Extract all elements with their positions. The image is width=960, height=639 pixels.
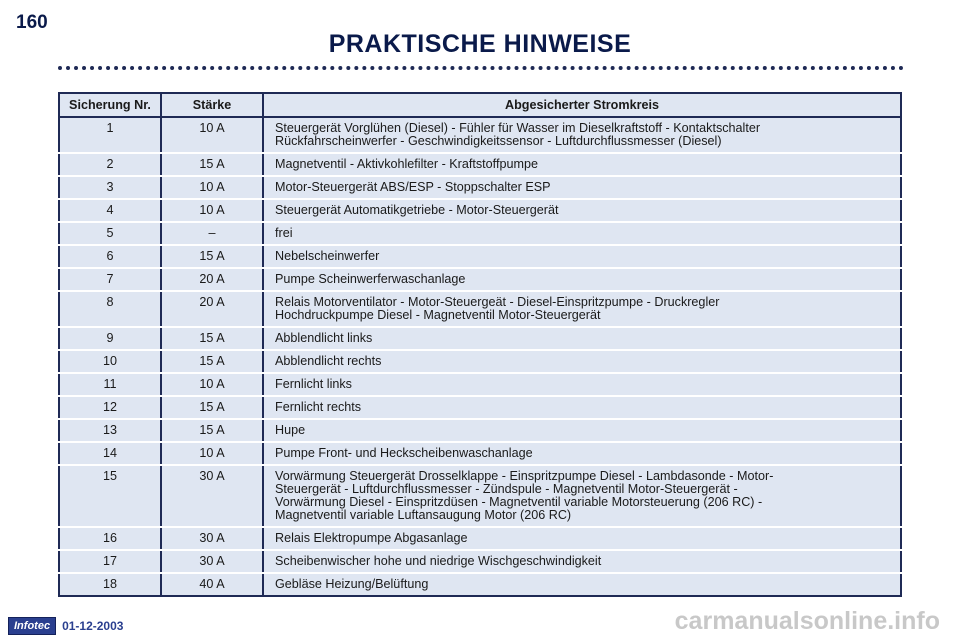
fuse-number-cell: 16 xyxy=(59,527,161,550)
table-row xyxy=(59,117,901,153)
rating-cell: 20 A xyxy=(161,268,263,291)
fuse-number-cell: 13 xyxy=(59,419,161,442)
table-row xyxy=(59,373,901,396)
table-row xyxy=(59,153,901,176)
circuit-cell: Pumpe Front- und Heckscheibenwaschanlage xyxy=(263,442,901,465)
table-header-row xyxy=(59,93,901,117)
fuse-number-cell: 4 xyxy=(59,199,161,222)
rating-cell: 10 A xyxy=(161,373,263,396)
fuse-number-cell: 14 xyxy=(59,442,161,465)
circuit-cell: Relais Motorventilator - Motor-Steuergeät - Diesel-Einspritzpumpe - Druckregler Hochdruckpumpe Diesel - Magnetventil Motor-Steuergerät xyxy=(263,291,901,327)
circuit-cell: Nebelscheinwerfer xyxy=(263,245,901,268)
fuse-number-cell: 3 xyxy=(59,176,161,199)
rating-cell: 15 A xyxy=(161,419,263,442)
column-header-fuse-number: Sicherung Nr. xyxy=(59,93,161,117)
circuit-cell: Fernlicht rechts xyxy=(263,396,901,419)
table-row xyxy=(59,199,901,222)
table-row xyxy=(59,573,901,596)
fuse-number-cell: 6 xyxy=(59,245,161,268)
rating-cell: – xyxy=(161,222,263,245)
fuse-number-cell: 8 xyxy=(59,291,161,327)
rating-cell: 10 A xyxy=(161,176,263,199)
rating-cell: 15 A xyxy=(161,153,263,176)
rating-cell: 10 A xyxy=(161,117,263,153)
circuit-cell: Vorwärmung Steuergerät Drosselklappe - Einspritzpumpe Diesel - Lambdasonde - Motor- Steuergerät - Luftdurchflussmesser - Zündspule - Magnetventil Motor-Steuergerät - Vorwärmung Diesel - Einspritzdüsen - Magnetventil variable Motorsteuerung (206 RC) - Magnetventil variable Luftansaugung Motor (206 RC) xyxy=(263,465,901,527)
circuit-cell: Magnetventil - Aktivkohlefilter - Kraftstoffpumpe xyxy=(263,153,901,176)
fuse-number-cell: 2 xyxy=(59,153,161,176)
rating-cell: 30 A xyxy=(161,465,263,527)
column-header-circuit: Abgesicherter Stromkreis xyxy=(263,93,901,117)
page-number: 160 xyxy=(16,12,48,33)
circuit-cell: Relais Elektropumpe Abgasanlage xyxy=(263,527,901,550)
rating-cell: 15 A xyxy=(161,350,263,373)
fuse-number-cell: 5 xyxy=(59,222,161,245)
fuse-number-cell: 17 xyxy=(59,550,161,573)
table-row xyxy=(59,222,901,245)
rating-cell: 15 A xyxy=(161,245,263,268)
table-row xyxy=(59,350,901,373)
circuit-cell: Scheibenwischer hohe und niedrige Wischgeschwindigkeit xyxy=(263,550,901,573)
table-row xyxy=(59,176,901,199)
circuit-cell: Steuergerät Automatikgetriebe - Motor-Steuergerät xyxy=(263,199,901,222)
fuse-number-cell: 10 xyxy=(59,350,161,373)
rating-cell: 15 A xyxy=(161,396,263,419)
fuse-number-cell: 12 xyxy=(59,396,161,419)
fuse-number-cell: 11 xyxy=(59,373,161,396)
rating-cell: 10 A xyxy=(161,442,263,465)
fuse-number-cell: 7 xyxy=(59,268,161,291)
circuit-cell: Gebläse Heizung/Belüftung xyxy=(263,573,901,596)
table-row xyxy=(59,442,901,465)
page-title: PRAKTISCHE HINWEISE xyxy=(328,30,632,58)
rating-cell: 10 A xyxy=(161,199,263,222)
fuse-number-cell: 18 xyxy=(59,573,161,596)
rating-cell: 30 A xyxy=(161,527,263,550)
rating-cell: 20 A xyxy=(161,291,263,327)
table-row xyxy=(59,419,901,442)
table-row xyxy=(59,465,901,527)
circuit-cell: Abblendlicht rechts xyxy=(263,350,901,373)
column-header-rating: Stärke xyxy=(161,93,263,117)
fuse-number-cell: 1 xyxy=(59,117,161,153)
rating-cell: 40 A xyxy=(161,573,263,596)
rating-cell: 30 A xyxy=(161,550,263,573)
table-row xyxy=(59,327,901,350)
fuse-table xyxy=(58,92,902,597)
table-row xyxy=(59,396,901,419)
title-divider xyxy=(58,66,904,70)
fuse-number-cell: 15 xyxy=(59,465,161,527)
circuit-cell: Motor-Steuergerät ABS/ESP - Stoppschalter ESP xyxy=(263,176,901,199)
circuit-cell: Pumpe Scheinwerferwaschanlage xyxy=(263,268,901,291)
circuit-cell: Hupe xyxy=(263,419,901,442)
fuse-number-cell: 9 xyxy=(59,327,161,350)
rating-cell: 15 A xyxy=(161,327,263,350)
table-row xyxy=(59,527,901,550)
circuit-cell: frei xyxy=(263,222,901,245)
circuit-cell: Steuergerät Vorglühen (Diesel) - Fühler für Wasser im Dieselkraftstoff - Kontaktschalter Rückfahrscheinwerfer - Geschwindigkeitssensor - Luftdurchflussmesser (Diesel) xyxy=(263,117,901,153)
table-row xyxy=(59,268,901,291)
table-row xyxy=(59,245,901,268)
circuit-cell: Fernlicht links xyxy=(263,373,901,396)
fuse-table-body xyxy=(59,117,901,596)
circuit-cell: Abblendlicht links xyxy=(263,327,901,350)
infotec-logo: Infotec xyxy=(8,617,56,635)
footer-date: 01-12-2003 xyxy=(62,619,124,633)
footer xyxy=(8,617,123,635)
watermark: carmanualsonline.info xyxy=(674,607,940,635)
table-row xyxy=(59,550,901,573)
table-row xyxy=(59,291,901,327)
